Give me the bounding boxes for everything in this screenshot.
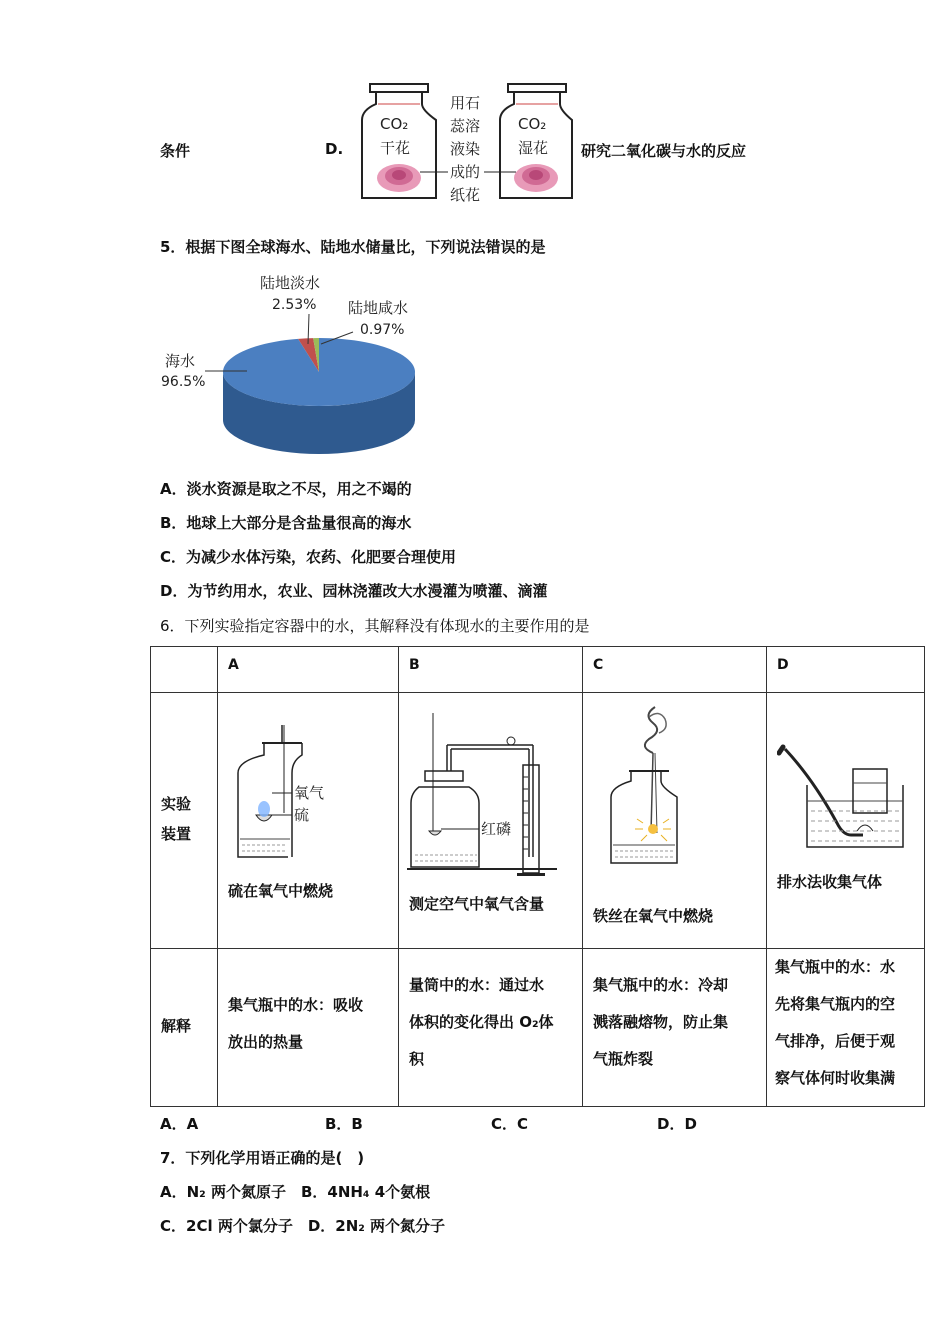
q5-option-d: D．为节约用水，农业、园林浇灌改大水漫灌为喷灌、滴灌 [160, 582, 548, 600]
label-salty-name: 陆地咸水 [348, 299, 409, 317]
paper-flower-label [420, 94, 516, 204]
q5-option-b: B．地球上大部分是含盐量很高的海水 [160, 514, 412, 532]
col-header-b: B [409, 657, 420, 673]
condition-label: 条件 [160, 142, 191, 160]
label-sulfur: 硫 [294, 806, 310, 824]
svg-text:蕊溶: 蕊溶 [450, 117, 481, 135]
right-bottle-gas: CO₂ [518, 115, 547, 133]
explain-b: 量筒中的水：通过水 体积的变化得出 O₂体 积 [409, 976, 554, 1068]
iron-wire-combustion-apparatus [603, 703, 703, 873]
q7-options-ab: A．N₂ 两个氮原子 B．4NH₄ 4个氨根 [160, 1183, 431, 1201]
label-sea-name: 海水 [165, 352, 196, 370]
device-a-caption: 硫在氧气中燃烧 [228, 882, 334, 900]
svg-text:纸花: 纸花 [450, 186, 481, 204]
phosphorus-oxygen-measure-apparatus [407, 707, 579, 877]
label-red-phosphorus: 红磷 [481, 820, 512, 838]
q5-stem: 5．根据下图全球海水、陆地水储量比，下列说法错误的是 [160, 238, 546, 256]
q4-purpose: 研究二氧化碳与水的反应 [581, 142, 747, 160]
explain-c: 集气瓶中的水：冷却 溅落融熔物，防止集 气瓶炸裂 [593, 976, 729, 1068]
row-label-explain: 解释 [161, 1017, 192, 1035]
water-pie-chart [155, 268, 435, 458]
label-sea-pct: 96.5% [161, 374, 206, 390]
dry-flower-bottle [362, 84, 436, 198]
col-header-a: A [228, 657, 239, 673]
left-bottle-gas: CO₂ [380, 115, 409, 133]
row-label-device: 实验 装置 [161, 795, 192, 843]
right-bottle-flower: 湿花 [518, 139, 549, 157]
flower-icon [377, 164, 421, 192]
label-oxygen: 氧气 [294, 784, 325, 802]
label-fresh-name: 陆地淡水 [260, 274, 321, 292]
q6-experiment-table [150, 646, 925, 1107]
wet-flower-bottle [500, 84, 572, 198]
water-displacement-apparatus [777, 739, 917, 859]
q7-stem: 7．下列化学用语正确的是( ) [160, 1149, 365, 1167]
q6-stem: 6．下列实验指定容器中的水，其解释没有体现水的主要作用的是 [160, 617, 590, 635]
q5-option-a: A．淡水资源是取之不尽，用之不竭的 [160, 480, 412, 498]
pie-slice-seawater [223, 338, 415, 406]
label-salty-pct: 0.97% [360, 322, 405, 338]
svg-text:用石: 用石 [450, 94, 481, 112]
q6-answer-a: A．A [160, 1115, 199, 1133]
q6-answer-b: B．B [325, 1115, 363, 1133]
svg-text:液染: 液染 [450, 140, 481, 158]
device-b-caption: 测定空气中氧气含量 [409, 895, 545, 913]
sulfur-combustion-apparatus [232, 721, 342, 861]
col-header-d: D [777, 657, 789, 673]
co2-flower-bottles-figure [358, 80, 576, 205]
q6-answer-c: C．C [491, 1115, 529, 1133]
left-bottle-flower: 干花 [380, 139, 411, 157]
device-d-caption: 排水法收集气体 [777, 873, 883, 891]
label-fresh-pct: 2.53% [272, 297, 317, 313]
explain-a: 集气瓶中的水：吸收 放出的热量 [228, 996, 364, 1051]
device-c-caption: 铁丝在氧气中燃烧 [593, 907, 714, 925]
q7-options-cd: C．2Cl 两个氯分子 D．2N₂ 两个氮分子 [160, 1217, 446, 1235]
col-header-c: C [593, 657, 604, 673]
flower-icon [514, 164, 558, 192]
q5-option-c: C．为减少水体污染，农药、化肥要合理使用 [160, 548, 457, 566]
option-d-label: D. [325, 140, 344, 158]
q6-answer-d: D．D [657, 1115, 697, 1133]
svg-text:成的: 成的 [450, 163, 481, 181]
explain-d: 集气瓶中的水：水 先将集气瓶内的空 气排净，后便于观 察气体何时收集满 [775, 958, 896, 1087]
